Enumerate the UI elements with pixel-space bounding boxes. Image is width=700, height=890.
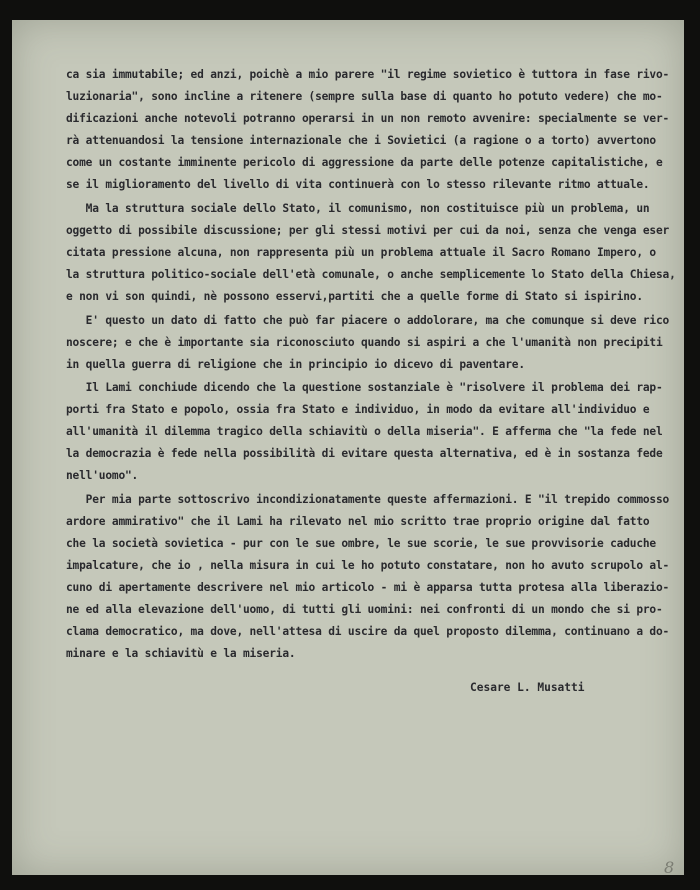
text-line: Per mia parte sottoscrivo incondizionatamente queste affermazioni. E "il trepido commosso [66, 493, 670, 506]
text-line: E' questo un dato di fatto che può far piacere o addolorare, ma che comunque si deve rico [66, 314, 670, 327]
text-line: la struttura politico-sociale dell'età comunale, o anche semplicemente lo Stato della Chiesa, [66, 268, 676, 281]
text-line: dificazioni anche notevoli potranno operarsi in un non remoto avvenire: specialmente se ver- [66, 112, 670, 125]
text-line: nell'uomo". [66, 469, 139, 482]
text-line: se il miglioramento del livello di vita continuerà con lo stesso rilevante ritmo attuale. [66, 178, 650, 191]
text-line: all'umanità il dilemma tragico della schiavitù o della miseria". E afferma che "la fede nel [66, 425, 663, 438]
typewritten-page [12, 20, 684, 875]
text-line: oggetto di possibile discussione; per gli stessi motivi per cui da noi, senza che venga eser [66, 224, 670, 237]
text-line: la democrazia è fede nella possibilità di evitare questa alternativa, ed è in sostanza fede [66, 447, 663, 460]
text-line: citata pressione alcuna, non rappresenta più un problema attuale il Sacro Romano Impero, o [66, 246, 656, 259]
text-line: che la società sovietica - pur con le sue ombre, le sue scorie, le sue provvisorie caduche [66, 537, 656, 550]
text-line: cuno di apertamente descrivere nel mio articolo - mi è apparsa tutta protesa alla liberazio- [66, 581, 670, 594]
text-line: Ma la struttura sociale dello Stato, il comunismo, non costituisce più un problema, un [66, 202, 650, 215]
text-line: Il Lami conchiude dicendo che la questione sostanziale è "risolvere il problema dei rap- [66, 381, 663, 394]
text-line: porti fra Stato e popolo, ossia fra Stato e individuo, in modo da evitare all'individuo e [66, 403, 650, 416]
text-line: ca sia immutabile; ed anzi, poichè a mio parere "il regime sovietico è tuttora in fase rivo- [66, 68, 670, 81]
text-line: rà attenuandosi la tensione internazionale che i Sovietici (a ragione o a torto) avvertono [66, 134, 656, 147]
text-line: noscere; e che è importante sia riconosciuto quando si aspiri a che l'umanità non precipiti [66, 336, 663, 349]
text-line: impalcature, che io , nella misura in cui le ho potuto constatare, non ho avuto scrupolo al- [66, 559, 670, 572]
text-line: minare e la schiavitù e la miseria. [66, 647, 296, 660]
text-line: ardore ammirativo" che il Lami ha rilevato nel mio scritto trae proprio origine dal fatto [66, 515, 650, 528]
text-line: ne ed alla elevazione dell'uomo, di tutti gli uomini: nei confronti di un mondo che si pro- [66, 603, 663, 616]
page-number: 8 [664, 858, 675, 877]
text-line: come un costante imminente pericolo di aggressione da parte delle potenze capitalistiche, e [66, 156, 663, 169]
text-line: clama democratico, ma dove, nell'attesa di uscire da quel proposto dilemma, continuano a do- [66, 625, 670, 638]
author-signature: Cesare L. Musatti [470, 681, 585, 694]
text-line: e non vi son quindi, nè possono esservi,partiti che a quelle forme di Stato si ispirino. [66, 290, 643, 303]
text-line: luzionaria", sono incline a ritenere (sempre sulla base di quanto ho potuto vedere) che mo- [66, 90, 663, 103]
text-line: in quella guerra di religione che in principio io dicevo di paventare. [66, 358, 525, 371]
